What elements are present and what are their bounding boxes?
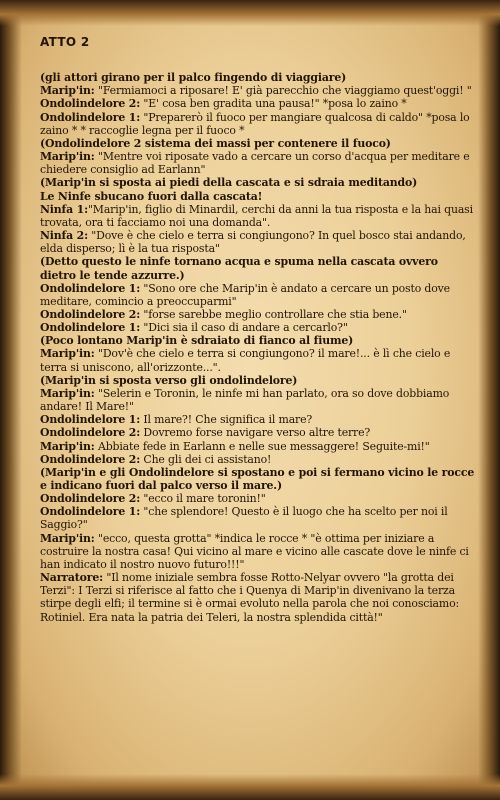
- speaker-name: Narratore:: [40, 571, 104, 585]
- speaker-name: Ondolindelore 2:: [40, 426, 141, 440]
- dialogue-text: "Selerin e Toronin, le ninfe mi han parlato, ora so dove dobbiamo andare! Il Mare!": [40, 386, 450, 414]
- stage-direction: [40, 255, 476, 281]
- dialogue-text: "che splendore! Questo è il luogo che ha scelto per noi il Saggio?": [40, 505, 448, 532]
- stage-direction-text: (Ondolindelore 2 sistema dei massi per contenere il fuoco): [40, 136, 391, 150]
- dialogue-text: Che gli dei ci assistano!: [140, 452, 272, 466]
- dialogue-text: "ecco il mare toronin!": [140, 492, 266, 506]
- dialogue-line: [40, 321, 476, 334]
- scroll-right-edge: [478, 0, 500, 800]
- dialogue-text: "E' cosa ben gradita una pausa!" *posa lo zaino *: [140, 97, 407, 111]
- dialogue-line: [40, 413, 476, 426]
- dialogue-text: "Sono ore che Marip'in è andato a cercare un posto dove meditare, comincio a preoccuparmi": [40, 281, 450, 308]
- speaker-name: Ondolindelore 2:: [40, 492, 141, 506]
- dialogue-line: [40, 84, 476, 97]
- dialogue-line: [40, 97, 476, 110]
- speaker-name: Marip'in:: [40, 84, 95, 98]
- speaker-name: Ninfa 1:: [40, 202, 88, 216]
- scroll-top-roll: [0, 0, 500, 26]
- stage-direction-text: (Marip'in si sposta ai piedi della cascata e si sdraia meditando): [40, 176, 418, 190]
- act-title: ATTO 2: [40, 35, 90, 49]
- dialogue-line: [40, 308, 476, 321]
- dialogue-text: "Dov'è che cielo e terra si congiungono? il mare!... è lì che cielo e terra si uniscono, all'orizzonte...".: [40, 347, 451, 374]
- stage-direction: [40, 334, 476, 347]
- speaker-name: Ondolindelore 2:: [40, 452, 141, 466]
- stage-direction: [40, 466, 476, 492]
- speaker-name: Marip'in:: [40, 150, 95, 164]
- dialogue-text: "Mentre voi riposate vado a cercare un corso d'acqua per meditare e chiedere consiglio ad Earlann": [40, 150, 470, 177]
- dialogue-line: [40, 150, 476, 176]
- stage-direction-text: (Marip'in si sposta verso gli ondolindelore): [40, 373, 298, 387]
- speaker-name: Marip'in:: [40, 347, 95, 361]
- stage-direction-text: (Poco lontano Marip'in è sdraiato di fianco al fiume): [40, 334, 354, 348]
- stage-direction: [40, 190, 476, 203]
- stage-direction-text: Le Ninfe sbucano fuori dalla cascata!: [40, 189, 263, 203]
- stage-direction: [40, 374, 476, 387]
- dialogue-line: [40, 387, 476, 413]
- stage-direction: [40, 176, 476, 189]
- dialogue-line: [40, 282, 476, 308]
- speaker-name: Ondolindelore 1:: [40, 505, 141, 519]
- speaker-name: Marip'in:: [40, 531, 95, 545]
- dialogue-line: [40, 532, 476, 571]
- dialogue-line: [40, 571, 476, 624]
- stage-direction-text: (Marip'in e gli Ondolindelore si spostano e poi si fermano vicino le rocce e indicano fuori dal palco verso il mare.): [40, 465, 475, 492]
- speaker-name: Ondolindelore 1:: [40, 413, 141, 427]
- dialogue-text: "ecco, questa grotta" *indica le rocce * "è ottima per iniziare a costruire la nostra casa! Qui vicino al mare e vicino alle cascate dove le ninfe ci han indicato il nostro nuovo futuro!!!": [40, 531, 469, 571]
- dialogue-text: "Fermiamoci a riposare! E' già parecchio che viaggiamo quest'oggi! ": [94, 84, 472, 98]
- stage-direction-text: (gli attori girano per il palco fingendo di viaggiare): [40, 71, 347, 85]
- dialogue-text: "Marip'in, figlio di Minardil, cerchi da anni la tua risposta e la hai quasi trovata, ora ti facciamo noi una domanda".: [40, 202, 473, 229]
- speaker-name: Ondolindelore 1:: [40, 281, 141, 295]
- speaker-name: Ondolindelore 1:: [40, 321, 141, 335]
- dialogue-line: [40, 111, 476, 137]
- dialogue-line: [40, 229, 476, 255]
- stage-direction: [40, 71, 476, 84]
- dialogue-text: "Dici sia il caso di andare a cercarlo?": [140, 321, 348, 335]
- dialogue-line: [40, 203, 476, 229]
- script-lines: [40, 71, 476, 624]
- dialogue-line: [40, 453, 476, 466]
- speaker-name: Ondolindelore 2:: [40, 307, 141, 321]
- dialogue-line: [40, 440, 476, 453]
- scroll-left-edge: [0, 0, 22, 800]
- scroll-bottom-roll: [0, 774, 500, 800]
- speaker-name: Ninfa 2:: [40, 229, 88, 243]
- dialogue-text: Dovremo forse navigare verso altre terre?: [140, 426, 371, 440]
- dialogue-text: "Il nome iniziale sembra fosse Rotto-Nelyar ovvero "la grotta dei Terzi": I Terzi si riferisce al fatto che i Quenya di Marip'in divenivano la terza stirpe degli elfi; il termine si è ormai evoluto nella parola che noi conosciamo: Rotiniel. Era nata la patria dei Teleri, la nostra splendida città!": [40, 571, 459, 624]
- stage-direction-text: (Detto questo le ninfe tornano acqua e spuma nella cascata ovvero dietro le tende azzurre.): [40, 255, 438, 282]
- dialogue-text: "Dove è che cielo e terra si congiungono? In quel bosco stai andando, elda disperso; lì è la tua risposta": [40, 229, 466, 256]
- dialogue-text: Il mare?! Che significa il mare?: [140, 413, 313, 427]
- dialogue-line: [40, 426, 476, 439]
- script-content: [40, 30, 476, 624]
- dialogue-line: [40, 505, 476, 531]
- speaker-name: Marip'in:: [40, 386, 95, 400]
- speaker-name: Ondolindelore 1:: [40, 110, 141, 124]
- dialogue-text: "forse sarebbe meglio controllare che stia bene.": [140, 307, 407, 321]
- dialogue-text: Abbiate fede in Earlann e nelle sue messaggere! Seguite-mi!": [94, 439, 430, 453]
- dialogue-line: [40, 347, 476, 373]
- speaker-name: Ondolindelore 2:: [40, 97, 141, 111]
- speaker-name: Marip'in:: [40, 439, 95, 453]
- stage-direction: [40, 137, 476, 150]
- dialogue-line: [40, 492, 476, 505]
- dialogue-text: "Preparerò il fuoco per mangiare qualcosa di caldo" *posa lo zaino * * raccoglie legna per il fuoco *: [40, 110, 470, 137]
